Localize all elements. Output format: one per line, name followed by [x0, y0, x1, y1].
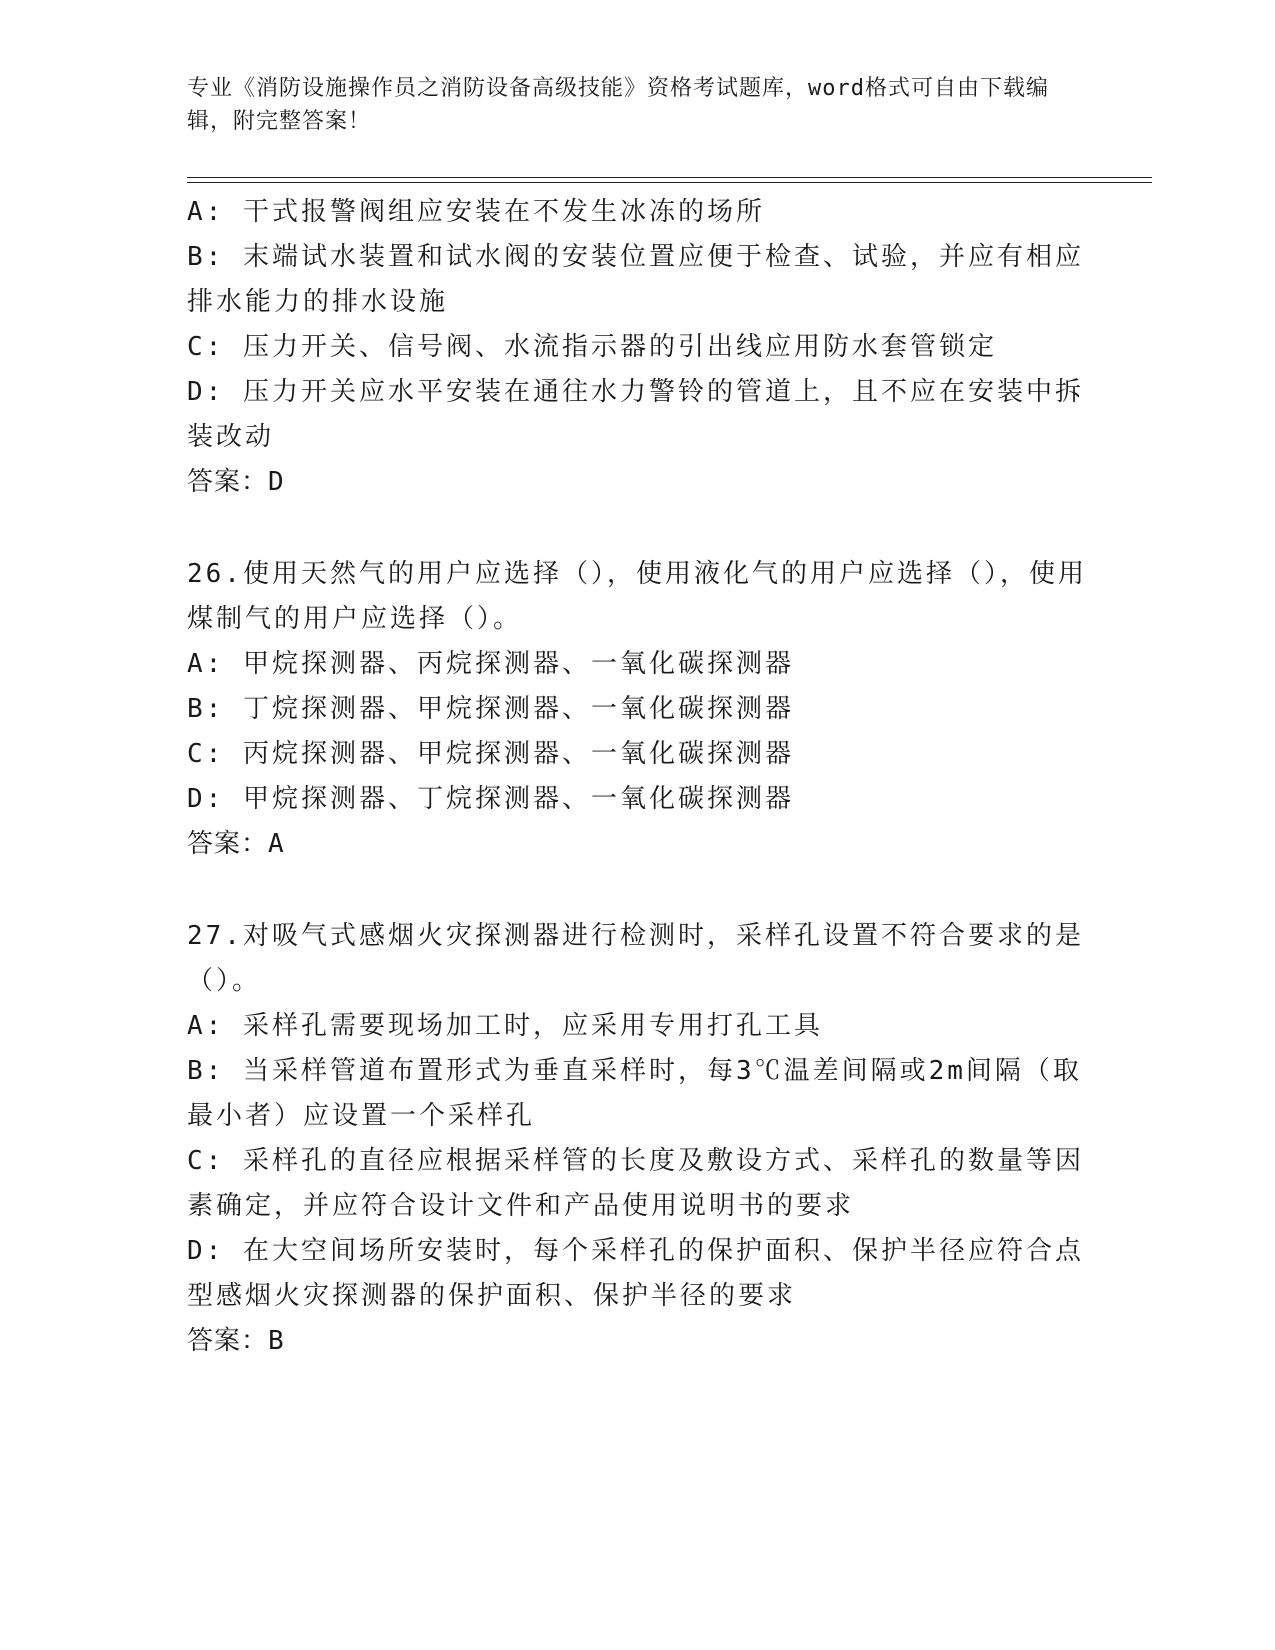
- answer-line: 答案：A: [187, 829, 285, 859]
- header-divider-bottom: [187, 182, 1152, 183]
- answer-line: 答案：D: [187, 467, 285, 497]
- question-text: 27.对吸气式感烟火灾探测器进行检测时，采样孔设置不符合要求的是（）。: [187, 921, 1084, 996]
- option-a: A: 采样孔需要现场加工时，应采用专用打孔工具: [187, 1011, 823, 1041]
- question-content: [187, 190, 1087, 1364]
- document-header: [187, 72, 1067, 138]
- option-b: B: 丁烷探测器、甲烷探测器、一氧化碳探测器: [187, 694, 794, 724]
- header-text: 专业《消防设施操作员之消防设备高级技能》资格考试题库，word格式可自由下载编辑，附完整答案！: [187, 76, 1049, 134]
- option-c: C: 丙烷探测器、甲烷探测器、一氧化碳探测器: [187, 739, 794, 769]
- option-d: D: 甲烷探测器、丁烷探测器、一氧化碳探测器: [187, 784, 794, 814]
- option-a: A: 甲烷探测器、丙烷探测器、一氧化碳探测器: [187, 649, 794, 679]
- option-d: D: 压力开关应水平安装在通往水力警铃的管道上，且不应在安装中拆装改动: [187, 377, 1084, 452]
- option-d: D: 在大空间场所安装时，每个采样孔的保护面积、保护半径应符合点型感烟火灾探测器的保护面积、保护半径的要求: [187, 1236, 1084, 1311]
- question-block-26: [187, 552, 1087, 867]
- spacer: [187, 867, 1087, 914]
- option-c: C: 压力开关、信号阀、水流指示器的引出线应用防水套管锁定: [187, 332, 997, 362]
- option-b: B: 末端试水装置和试水阀的安装位置应便于检查、试验，并应有相应排水能力的排水设施: [187, 242, 1084, 317]
- spacer: [187, 505, 1087, 552]
- header-divider-top: [187, 177, 1152, 178]
- question-text: 26.使用天然气的用户应选择（），使用液化气的用户应选择（），使用煤制气的用户应选择（）。: [187, 559, 1087, 634]
- question-block-25: [187, 190, 1087, 505]
- option-c: C: 采样孔的直径应根据采样管的长度及敷设方式、采样孔的数量等因素确定，并应符合设计文件和产品使用说明书的要求: [187, 1146, 1084, 1221]
- option-b: B: 当采样管道布置形式为垂直采样时，每3℃温差间隔或2m间隔（取最小者）应设置一个采样孔: [187, 1056, 1082, 1131]
- option-a: A: 干式报警阀组应安装在不发生冰冻的场所: [187, 197, 765, 227]
- question-block-27: [187, 914, 1087, 1364]
- answer-line: 答案：B: [187, 1326, 285, 1356]
